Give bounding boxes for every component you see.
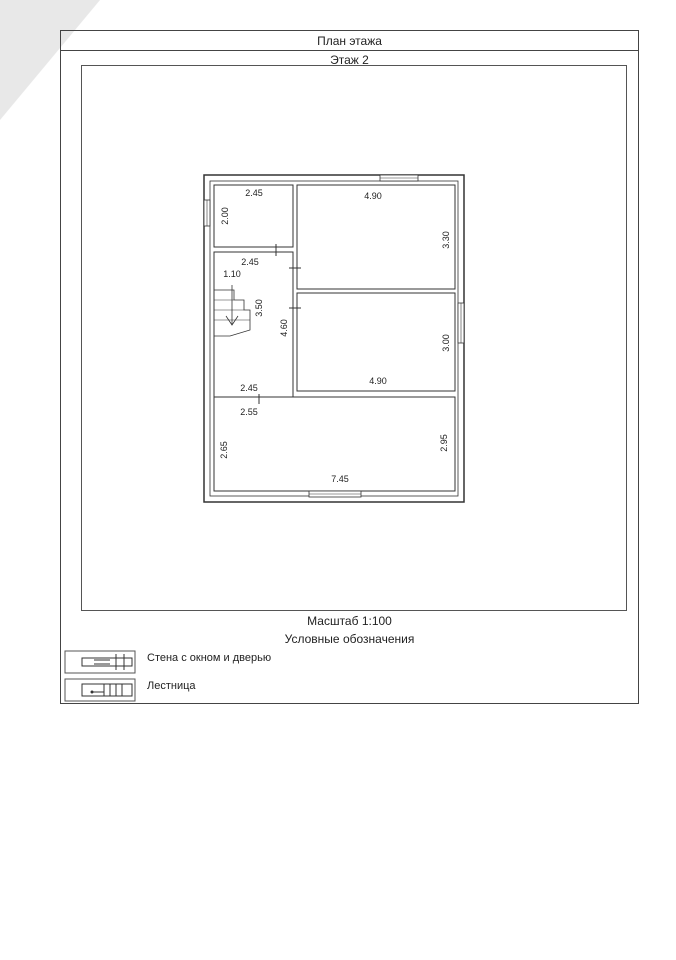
scale-label: Масштаб 1:100 (307, 614, 392, 628)
dim-hall-long: 4.60 (279, 319, 289, 337)
dim-bottom-left: 2.65 (219, 441, 229, 459)
floor-label: Этаж 2 (330, 53, 369, 67)
dim-middle-right-height: 3.00 (441, 334, 451, 352)
dim-hall-top: 2.45 (241, 257, 259, 267)
dim-middle-right-width: 4.90 (369, 376, 387, 386)
legend-label-stairs: Лестница (147, 680, 196, 692)
dim-hall-side: 3.50 (254, 299, 264, 317)
dim-top-right-height: 3.30 (441, 231, 451, 249)
sheet-title: План этажа (317, 34, 382, 48)
dim-top-right-width: 4.90 (364, 191, 382, 201)
dim-bottom-top: 2.55 (240, 407, 258, 417)
dim-bottom-right: 2.95 (439, 434, 449, 452)
dim-small-height: 2.00 (220, 207, 230, 225)
outer-wall (204, 175, 464, 502)
dim-hall-bottom: 2.45 (240, 383, 258, 393)
legend-label-wall: Стена с окном и дверью (147, 652, 272, 664)
dim-stair-width: 1.10 (223, 269, 241, 279)
legend-title: Условные обозначения (284, 632, 415, 646)
dim-small-width: 2.45 (245, 188, 263, 198)
dim-bottom-width: 7.45 (331, 474, 349, 484)
